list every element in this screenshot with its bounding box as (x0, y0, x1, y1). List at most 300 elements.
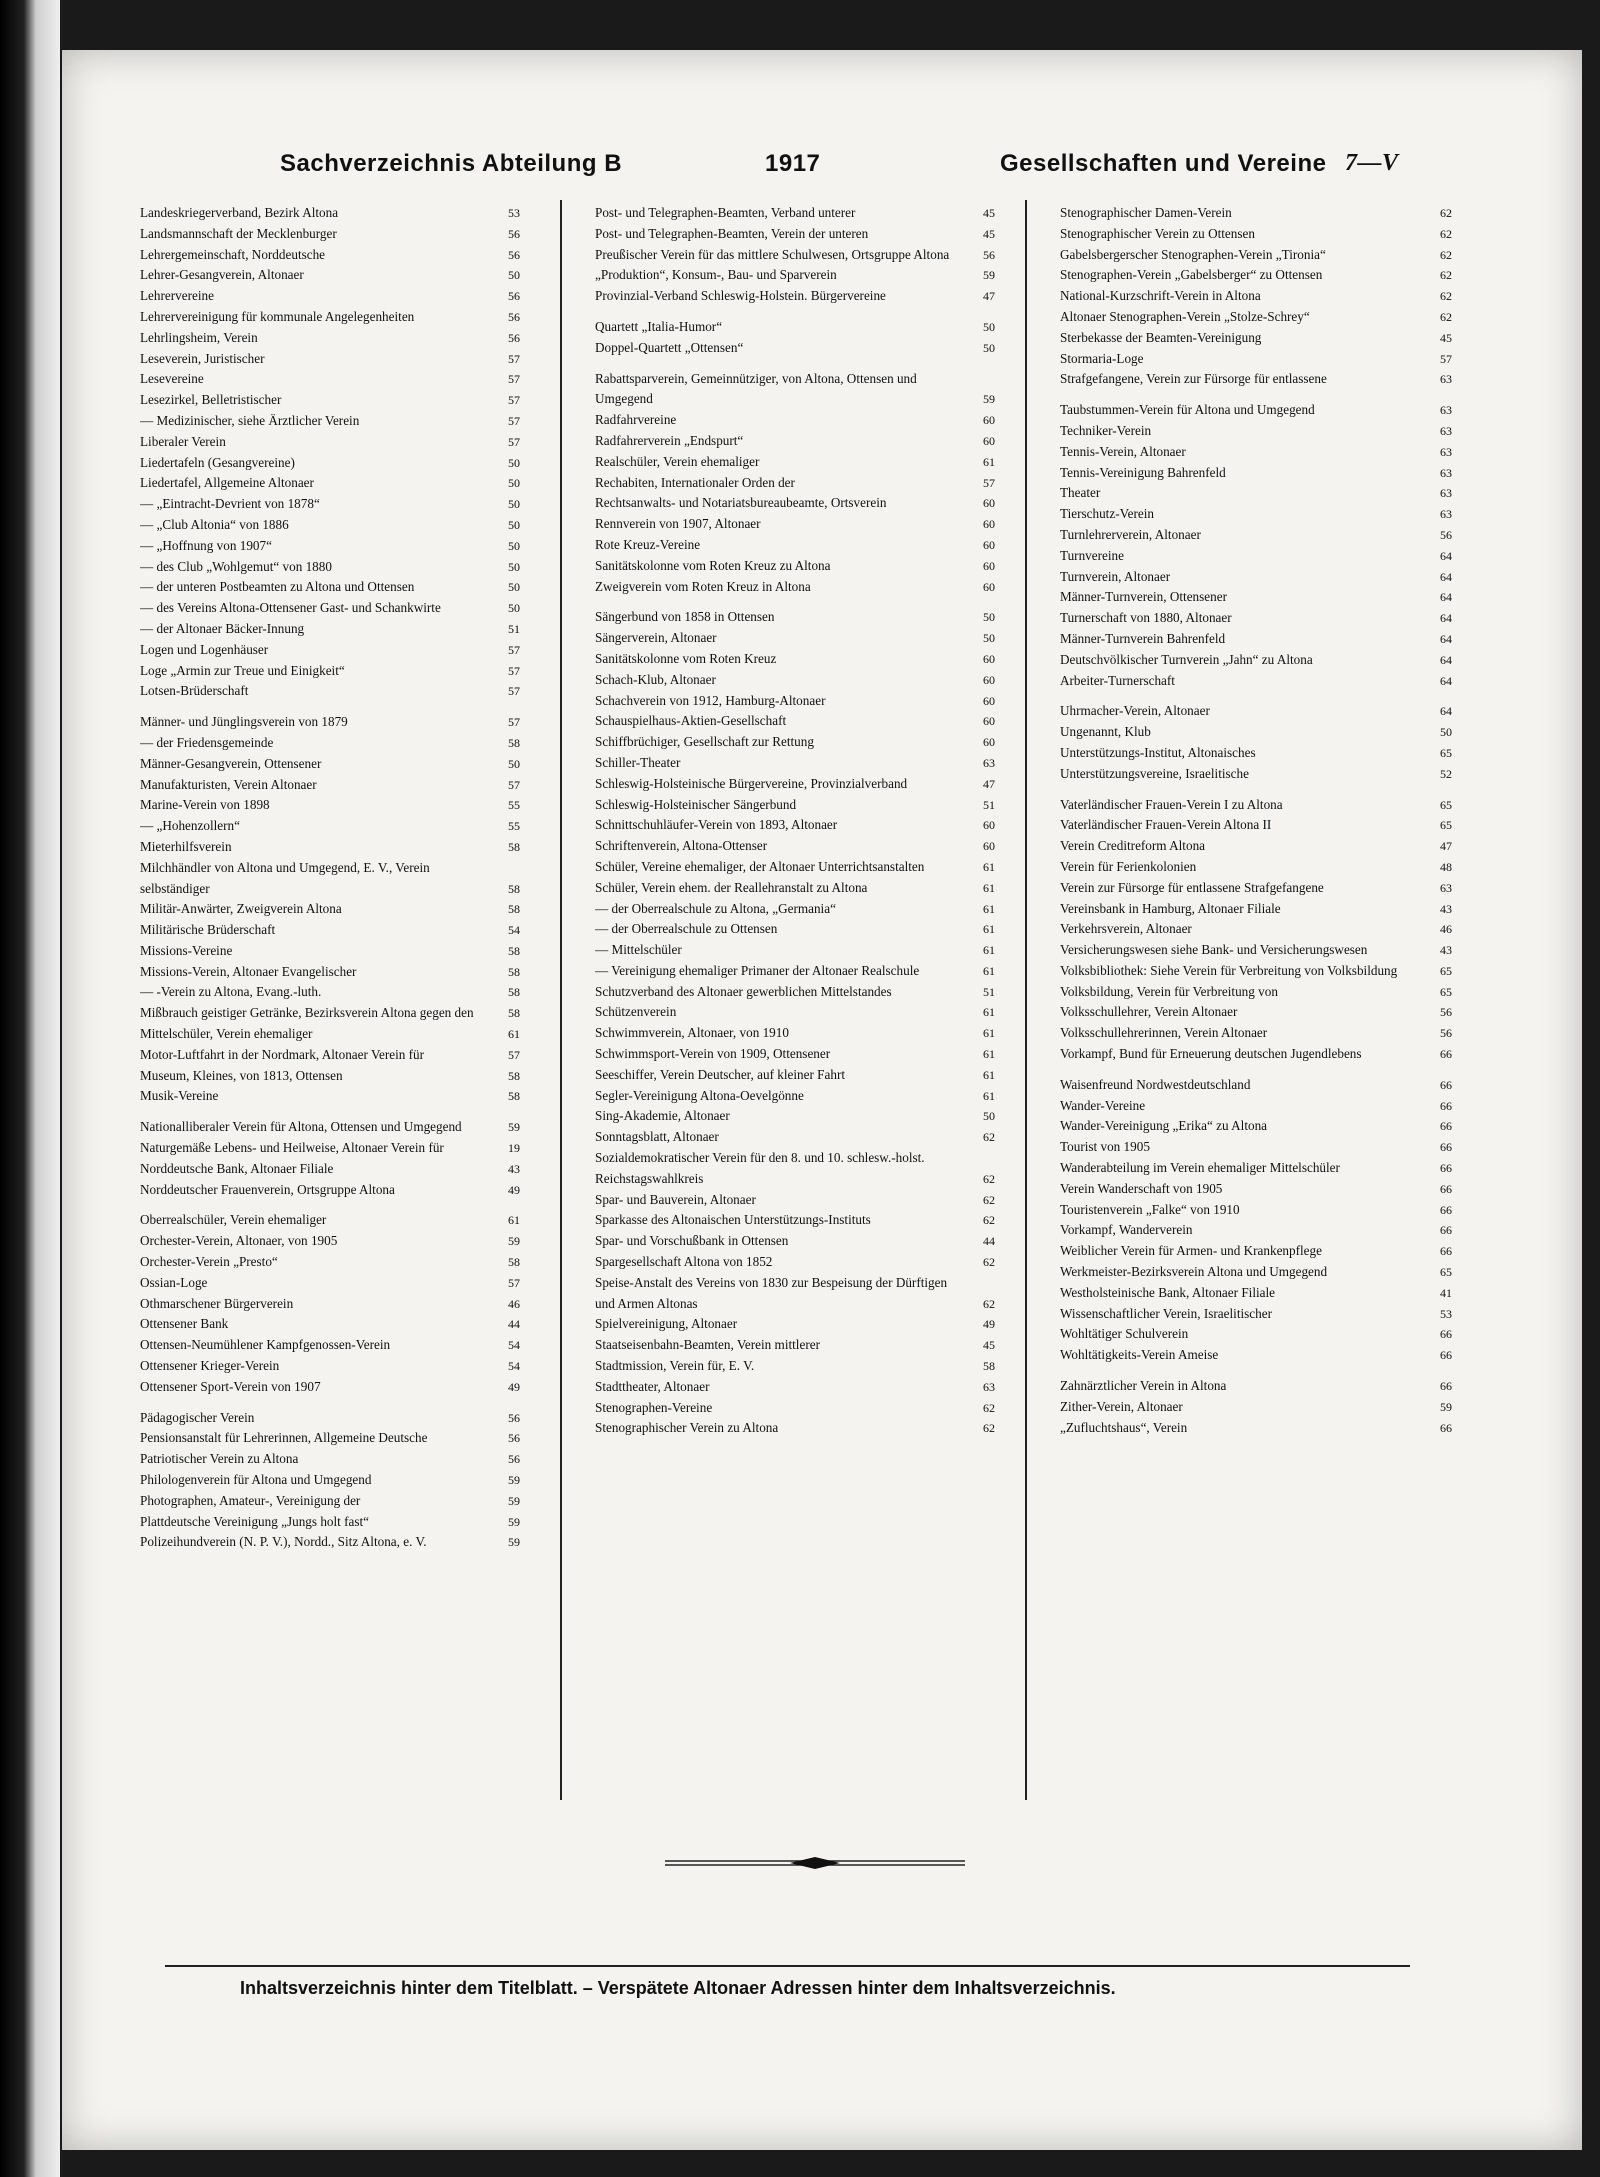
section-gap (595, 359, 995, 369)
entry-title: Männer-Turnverein, Ottensener (1060, 589, 1227, 605)
index-entry (595, 535, 995, 556)
index-entry (595, 1210, 995, 1231)
entry-title: Volksschullehrerinnen, Verein Altonaer (1060, 1025, 1268, 1041)
index-entry (140, 328, 520, 349)
index-entry (140, 1449, 520, 1470)
ornament-divider (665, 1855, 965, 1871)
index-entry (595, 753, 995, 774)
entry-title: Unterstützungsvereine, Israelitische (1060, 765, 1249, 781)
index-entry (595, 473, 995, 494)
entry-title: Wohltätigkeits-Verein Ameise (1060, 1347, 1219, 1363)
entry-title: Mittelschüler, Verein ehemaliger (140, 1026, 313, 1042)
entry-page-number: 45 (983, 226, 995, 241)
index-entry (140, 598, 520, 619)
footer-note: Inhaltsverzeichnis hinter dem Titelblatt. – Verspätete Altonaer Adressen hinter dem Inhaltsverzeichnis. (240, 1978, 1116, 1998)
entry-title: — der Altonaer Bäcker-Innung (140, 620, 305, 636)
index-entry (1060, 1002, 1452, 1023)
entry-title: Rechtsanwalts- und Notariatsbureaubeamte, Ortsverein (595, 495, 887, 511)
entry-title: Landsmannschaft der Mecklenburger (140, 225, 337, 241)
entry-title: Post- und Telegraphen-Beamten, Verband unterer (595, 205, 856, 220)
entry-title: Lotsen-Brüderschaft (140, 683, 249, 699)
entry-title: Wander-Vereinigung „Erika“ zu Altona (1060, 1118, 1268, 1134)
index-entry (1060, 265, 1452, 286)
index-entry (595, 514, 995, 535)
entry-title: Patriotischer Verein zu Altona (140, 1451, 299, 1467)
index-entry (595, 1398, 995, 1419)
entry-title: Stenographen-Verein „Gabelsberger“ zu Ottensen (1060, 267, 1323, 283)
index-entry (140, 1117, 520, 1138)
entry-title: Schach-Klub, Altonaer (595, 671, 716, 687)
entry-title: Schiffbrüchiger, Gesellschaft zur Rettung (595, 734, 814, 750)
entry-title: Rennverein von 1907, Altonaer (595, 516, 761, 532)
entry-page-number: 54 (508, 1338, 520, 1353)
entry-page-number: 51 (508, 621, 520, 636)
entry-page-number: 65 (1440, 818, 1452, 833)
entry-page-number: 49 (508, 1379, 520, 1394)
index-entry (595, 1252, 995, 1273)
entry-title: Altonaer Stenographen-Verein „Stolze-Schrey“ (1060, 308, 1310, 324)
entry-title: Verein Wanderschaft von 1905 (1060, 1180, 1223, 1196)
index-entry (595, 1127, 995, 1148)
index-entry (140, 1231, 520, 1252)
index-entry (140, 557, 520, 578)
index-entry (140, 1532, 520, 1553)
index-entry (1060, 608, 1452, 629)
entry-title: Versicherungswesen siehe Bank- und Versicherungswesen (1060, 942, 1368, 958)
entry-page-number: 50 (983, 319, 995, 334)
entry-page-number: 57 (983, 475, 995, 490)
entry-page-number: 66 (1440, 1077, 1452, 1092)
entry-page-number: 50 (508, 517, 520, 532)
entry-title: Vorkampf, Wanderverein (1060, 1222, 1193, 1238)
index-entry (1060, 463, 1452, 484)
entry-title: Sonntagsblatt, Altonaer (595, 1129, 719, 1145)
entry-page-number: 59 (508, 1535, 520, 1550)
index-entry (595, 1335, 995, 1356)
index-entry (140, 265, 520, 286)
entry-title: Vorkampf, Bund für Erneuerung deutschen Jugendlebens (1060, 1046, 1362, 1062)
index-entry (1060, 815, 1452, 836)
entry-page-number: 62 (983, 1296, 995, 1311)
entry-page-number: 50 (508, 476, 520, 491)
index-entry (1060, 795, 1452, 816)
entry-page-number: 57 (508, 777, 520, 792)
entry-title: — Vereinigung ehemaliger Primaner der Altonaer Realschule (595, 962, 920, 978)
index-entry (595, 452, 995, 473)
index-entry (595, 711, 995, 732)
entry-title: Männer-Turnverein Bahrenfeld (1060, 630, 1226, 646)
index-entry (1060, 567, 1452, 588)
entry-title: Vereinsbank in Hamburg, Altonaer Filiale (1060, 900, 1281, 916)
entry-page-number: 66 (1440, 1420, 1452, 1435)
index-entry (140, 775, 520, 796)
index-entry (595, 245, 995, 266)
index-entry (140, 1252, 520, 1273)
index-entry (1060, 1096, 1452, 1117)
entry-page-number: 64 (1440, 611, 1452, 626)
entry-title: Militär-Anwärter, Zweigverein Altona (140, 901, 342, 917)
entry-page-number: 49 (983, 1317, 995, 1332)
entry-page-number: 52 (1440, 766, 1452, 781)
entry-page-number: 58 (508, 839, 520, 854)
entry-page-number: 54 (508, 923, 520, 938)
entry-title: Lehrer-Gesangverein, Altonaer (140, 267, 304, 283)
index-entry (1060, 836, 1452, 857)
header-title: Gesellschaften und Vereine (1000, 150, 1327, 177)
entry-page-number: 62 (983, 1192, 995, 1207)
index-entry (140, 1314, 520, 1335)
entry-page-number: 60 (983, 672, 995, 687)
index-entry (140, 920, 520, 941)
entry-page-number: 64 (1440, 590, 1452, 605)
index-entry (595, 1023, 995, 1044)
entry-title: Arbeiter-Turnerschaft (1060, 672, 1175, 688)
index-entry (1060, 743, 1452, 764)
index-entry (1060, 286, 1452, 307)
entry-title: Wander-Vereine (1060, 1097, 1146, 1113)
entry-page-number: 50 (508, 559, 520, 574)
entry-title: — der Oberrealschule zu Altona, „Germania“ (595, 900, 836, 916)
index-entry (1060, 400, 1452, 421)
index-entry (1060, 442, 1452, 463)
entry-title: Spielvereinigung, Altonaer (595, 1316, 738, 1332)
index-entry (595, 878, 995, 899)
entry-page-number: 48 (1440, 859, 1452, 874)
entry-title: Plattdeutsche Vereinigung „Jungs holt fast“ (140, 1513, 370, 1529)
entry-page-number: 56 (983, 247, 995, 262)
index-entry (1060, 650, 1452, 671)
section-gap (1060, 1366, 1452, 1376)
entry-page-number: 55 (508, 798, 520, 813)
entry-title: Photographen, Amateur-, Vereinigung der (140, 1492, 361, 1508)
entry-page-number: 56 (508, 1452, 520, 1467)
entry-page-number: 65 (1440, 984, 1452, 999)
entry-page-number: 57 (508, 1275, 520, 1290)
entry-page-number: 53 (1440, 1306, 1452, 1321)
index-entry (140, 1273, 520, 1294)
index-entry (140, 1180, 520, 1201)
entry-page-number: 56 (508, 309, 520, 324)
index-entry (1060, 1304, 1452, 1325)
entry-page-number: 63 (1440, 465, 1452, 480)
index-entry (595, 1356, 995, 1377)
index-entry (1060, 349, 1452, 370)
entry-page-number: 58 (508, 1006, 520, 1021)
entry-page-number: 66 (1440, 1098, 1452, 1113)
index-entry (1060, 1345, 1452, 1366)
entry-page-number: 61 (983, 1088, 995, 1103)
entry-title: Landeskriegerverband, Bezirk Altona (140, 205, 339, 220)
entry-title: Lesevereine (140, 371, 204, 387)
index-entry (1060, 504, 1452, 525)
entry-page-number: 59 (508, 1514, 520, 1529)
entry-title: Volksbibliothek: Siehe Verein für Verbreitung von Volksbildung (1060, 962, 1398, 978)
entry-title: Seeschiffer, Verein Deutscher, auf kleiner Fahrt (595, 1066, 846, 1082)
index-entry (1060, 525, 1452, 546)
index-entry (595, 670, 995, 691)
entry-page-number: 43 (1440, 943, 1452, 958)
entry-title: Mißbrauch geistiger Getränke, Bezirksverein Altona gegen den (140, 1005, 474, 1021)
index-entry (140, 1356, 520, 1377)
entry-title: — „Hohenzollern“ (140, 818, 240, 834)
entry-title: Militärische Brüderschaft (140, 922, 276, 938)
entry-page-number: 58 (508, 1068, 520, 1083)
entry-title: National-Kurzschrift-Verein in Altona (1060, 288, 1261, 304)
entry-page-number: 59 (508, 1493, 520, 1508)
entry-page-number: 56 (508, 1410, 520, 1425)
index-entry (140, 1491, 520, 1512)
entry-page-number: 41 (1440, 1285, 1452, 1300)
index-entry (1060, 587, 1452, 608)
index-entry (595, 317, 995, 338)
entry-page-number: 47 (983, 776, 995, 791)
entry-page-number: 65 (1440, 797, 1452, 812)
entry-page-number: 50 (1440, 725, 1452, 740)
entry-title: Spargesellschaft Altona von 1852 (595, 1254, 773, 1270)
index-entry (595, 338, 995, 359)
entry-page-number: 60 (983, 413, 995, 428)
entry-page-number: 44 (508, 1317, 520, 1332)
index-entry (140, 1086, 520, 1107)
entry-page-number: 65 (1440, 745, 1452, 760)
entry-page-number: 61 (983, 943, 995, 958)
entry-page-number: 64 (1440, 673, 1452, 688)
entry-page-number: 66 (1440, 1379, 1452, 1394)
entry-title: Strafgefangene, Verein zur Fürsorge für entlassene (1060, 371, 1327, 387)
entry-page-number: 63 (1440, 403, 1452, 418)
entry-page-number: 56 (1440, 527, 1452, 542)
entry-page-number: 62 (1440, 289, 1452, 304)
index-entry (1060, 369, 1452, 390)
index-entry (140, 712, 520, 733)
section-gap (595, 307, 995, 317)
entry-page-number: 61 (983, 454, 995, 469)
index-entry (1060, 878, 1452, 899)
entry-title: Sparkasse des Altonaischen Unterstützungs-Instituts (595, 1212, 871, 1228)
entry-title: Lesezirkel, Belletristischer (140, 392, 282, 408)
entry-page-number: 50 (983, 1109, 995, 1124)
index-entry (1060, 1044, 1452, 1065)
entry-title: Pensionsanstalt für Lehrerinnen, Allgemeine Deutsche (140, 1430, 428, 1446)
entry-title: Vaterländischer Frauen-Verein I zu Altona (1060, 796, 1283, 812)
entry-title: — „Eintracht-Devrient von 1878“ (140, 496, 320, 512)
index-entry (595, 1231, 995, 1252)
entry-page-number: 55 (508, 819, 520, 834)
index-entry (140, 816, 520, 837)
entry-title: Post- und Telegraphen-Beamten, Verein der unteren (595, 225, 869, 241)
entry-title: Stenographen-Vereine (595, 1399, 713, 1415)
header-page-number: 7—V (1345, 150, 1399, 176)
entry-title: Stadtmission, Verein für, E. V. (595, 1358, 755, 1374)
index-entry (1060, 1179, 1452, 1200)
entry-title: Schwimmsport-Verein von 1909, Ottensener (595, 1046, 831, 1062)
entry-page-number: 50 (983, 631, 995, 646)
entry-title: Marine-Verein von 1898 (140, 797, 270, 813)
entry-title: — Medizinischer, siehe Ärztlicher Verein (140, 412, 360, 428)
index-entry (140, 754, 520, 775)
entry-title: Taubstummen-Verein für Altona und Umgegend (1060, 402, 1315, 418)
entry-title: Schauspielhaus-Aktien-Gesellschaft (595, 713, 787, 729)
index-entry (1060, 1324, 1452, 1345)
entry-page-number: 44 (983, 1234, 995, 1249)
entry-title: Touristenverein „Falke“ von 1910 (1060, 1201, 1240, 1217)
entry-page-number: 63 (1440, 372, 1452, 387)
entry-title: Doppel-Quartett „Ottensen“ (595, 339, 744, 355)
entry-title: — -Verein zu Altona, Evang.-luth. (140, 984, 322, 1000)
entry-title: Schriftenverein, Altona-Ottenser (595, 838, 768, 854)
entry-page-number: 63 (1440, 507, 1452, 522)
entry-page-number: 56 (508, 289, 520, 304)
entry-title: Musik-Vereine (140, 1088, 219, 1104)
entry-page-number: 62 (983, 1213, 995, 1228)
entry-page-number: 19 (508, 1141, 520, 1156)
footer-rule (165, 1965, 1410, 1967)
index-entry (140, 307, 520, 328)
entry-title: Werkmeister-Bezirksverein Altona und Umgegend (1060, 1264, 1328, 1280)
entry-title: Westholsteinische Bank, Altonaer Filiale (1060, 1284, 1276, 1300)
entry-title: Wohltätiger Schulverein (1060, 1326, 1189, 1342)
section-gap (140, 1107, 520, 1117)
entry-title: Missions-Verein, Altonaer Evangelischer (140, 963, 357, 979)
entry-title: — „Hoffnung von 1907“ (140, 537, 272, 553)
entry-title: Männer-Gesangverein, Ottensener (140, 755, 322, 771)
index-entry (1060, 307, 1452, 328)
entry-page-number: 51 (983, 797, 995, 812)
index-entry (140, 1003, 520, 1024)
entry-page-number: 62 (1440, 268, 1452, 283)
entry-page-number: 60 (983, 517, 995, 532)
index-entry (140, 795, 520, 816)
index-entry (1060, 1116, 1452, 1137)
entry-page-number: 60 (983, 558, 995, 573)
index-entry (595, 265, 995, 286)
index-entry (140, 858, 520, 900)
entry-page-number: 56 (508, 226, 520, 241)
entry-title: Techniker-Verein (1060, 422, 1152, 438)
entry-page-number: 56 (508, 1431, 520, 1446)
entry-page-number: 61 (983, 901, 995, 916)
entry-title: Lehrervereinigung für kommunale Angelegenheiten (140, 308, 415, 324)
index-entry (595, 203, 995, 224)
entry-page-number: 46 (1440, 922, 1452, 937)
entry-title: Schützenverein (595, 1004, 677, 1020)
entry-page-number: 61 (983, 1026, 995, 1041)
entry-page-number: 63 (1440, 486, 1452, 501)
entry-title: Schutzverband des Altonaer gewerblichen Mittelstandes (595, 983, 892, 999)
entry-title: Wissenschaftlicher Verein, Israelitischer (1060, 1305, 1272, 1321)
entry-title: Nationalliberaler Verein für Altona, Ottensen und Umgegend (140, 1119, 462, 1135)
entry-page-number: 56 (508, 330, 520, 345)
index-entry (1060, 1241, 1452, 1262)
entry-title: Zahnärztlicher Verein in Altona (1060, 1378, 1227, 1394)
index-entry (595, 1148, 995, 1190)
entry-page-number: 50 (508, 756, 520, 771)
entry-page-number: 64 (1440, 652, 1452, 667)
entry-page-number: 63 (1440, 423, 1452, 438)
entry-page-number: 50 (508, 497, 520, 512)
entry-title: Norddeutsche Bank, Altonaer Filiale (140, 1160, 334, 1176)
scan-binding-edge (0, 0, 60, 2177)
entry-title: Orchester-Verein, Altonaer, von 1905 (140, 1233, 338, 1249)
index-entry (595, 815, 995, 836)
entry-page-number: 50 (508, 455, 520, 470)
index-entry (595, 1086, 995, 1107)
entry-page-number: 45 (983, 206, 995, 220)
index-entry (595, 224, 995, 245)
entry-page-number: 64 (1440, 704, 1452, 719)
entry-page-number: 50 (508, 268, 520, 283)
section-gap (1060, 785, 1452, 795)
entry-title: Stenographischer Verein zu Altona (595, 1420, 779, 1436)
index-entry (140, 1335, 520, 1356)
entry-title: Zither-Verein, Altonaer (1060, 1398, 1183, 1414)
index-entry (140, 681, 520, 702)
index-entry (140, 224, 520, 245)
entry-page-number: 66 (1440, 1140, 1452, 1155)
index-entry (595, 732, 995, 753)
entry-title: Missions-Vereine (140, 942, 233, 958)
entry-page-number: 59 (983, 392, 995, 407)
entry-title: Provinzial-Verband Schleswig-Holstein. Bürgervereine (595, 288, 886, 304)
index-entry (140, 619, 520, 640)
entry-title: Ottensen-Neumühlener Kampfgenossen-Verein (140, 1337, 391, 1353)
index-entry (595, 607, 995, 628)
entry-title: Radfahrvereine (595, 412, 677, 428)
section-gap (1060, 691, 1452, 701)
entry-title: Deutschvölkischer Turnverein „Jahn“ zu Altona (1060, 651, 1313, 667)
entry-page-number: 58 (508, 881, 520, 896)
entry-title: Radfahrerverein „Endspurt“ (595, 432, 744, 448)
index-entry (140, 1408, 520, 1429)
entry-title: Liedertafeln (Gesangvereine) (140, 454, 295, 470)
entry-page-number: 63 (1440, 880, 1452, 895)
section-gap (1060, 390, 1452, 400)
index-entry (595, 1273, 995, 1315)
index-entry (595, 1377, 995, 1398)
index-column-3 (1060, 203, 1452, 1438)
index-entry (140, 432, 520, 453)
index-entry (1060, 701, 1452, 722)
index-entry (595, 919, 995, 940)
index-entry (595, 1418, 995, 1439)
entry-title: Volksschullehrer, Verein Altonaer (1060, 1004, 1238, 1020)
entry-page-number: 56 (1440, 1026, 1452, 1041)
entry-title: Pädagogischer Verein (140, 1409, 255, 1425)
index-entry (140, 411, 520, 432)
index-entry (140, 962, 520, 983)
entry-title: Staatseisenbahn-Beamten, Verein mittlerer (595, 1337, 820, 1353)
index-entry (140, 390, 520, 411)
entry-page-number: 62 (983, 1255, 995, 1270)
entry-page-number: 60 (983, 693, 995, 708)
entry-title: Oberrealschüler, Verein ehemaliger (140, 1212, 327, 1228)
index-entry (140, 1428, 520, 1449)
entry-page-number: 50 (983, 610, 995, 625)
index-entry (1060, 1376, 1452, 1397)
index-entry (140, 982, 520, 1003)
entry-title: Weiblicher Verein für Armen- und Krankenpflege (1060, 1243, 1322, 1259)
index-entry (1060, 328, 1452, 349)
entry-title: Manufakturisten, Verein Altonaer (140, 776, 317, 792)
entry-title: Verein zur Fürsorge für entlassene Strafgefangene (1060, 879, 1324, 895)
entry-title: Sängerverein, Altonaer (595, 630, 717, 646)
entry-title: Ungenannt, Klub (1060, 724, 1151, 740)
index-entry (595, 649, 995, 670)
entry-page-number: 60 (983, 496, 995, 511)
entry-title: Museum, Kleines, von 1813, Ottensen (140, 1067, 343, 1083)
index-entry (140, 369, 520, 390)
entry-title: Sterbekasse der Beamten-Vereinigung (1060, 329, 1262, 345)
